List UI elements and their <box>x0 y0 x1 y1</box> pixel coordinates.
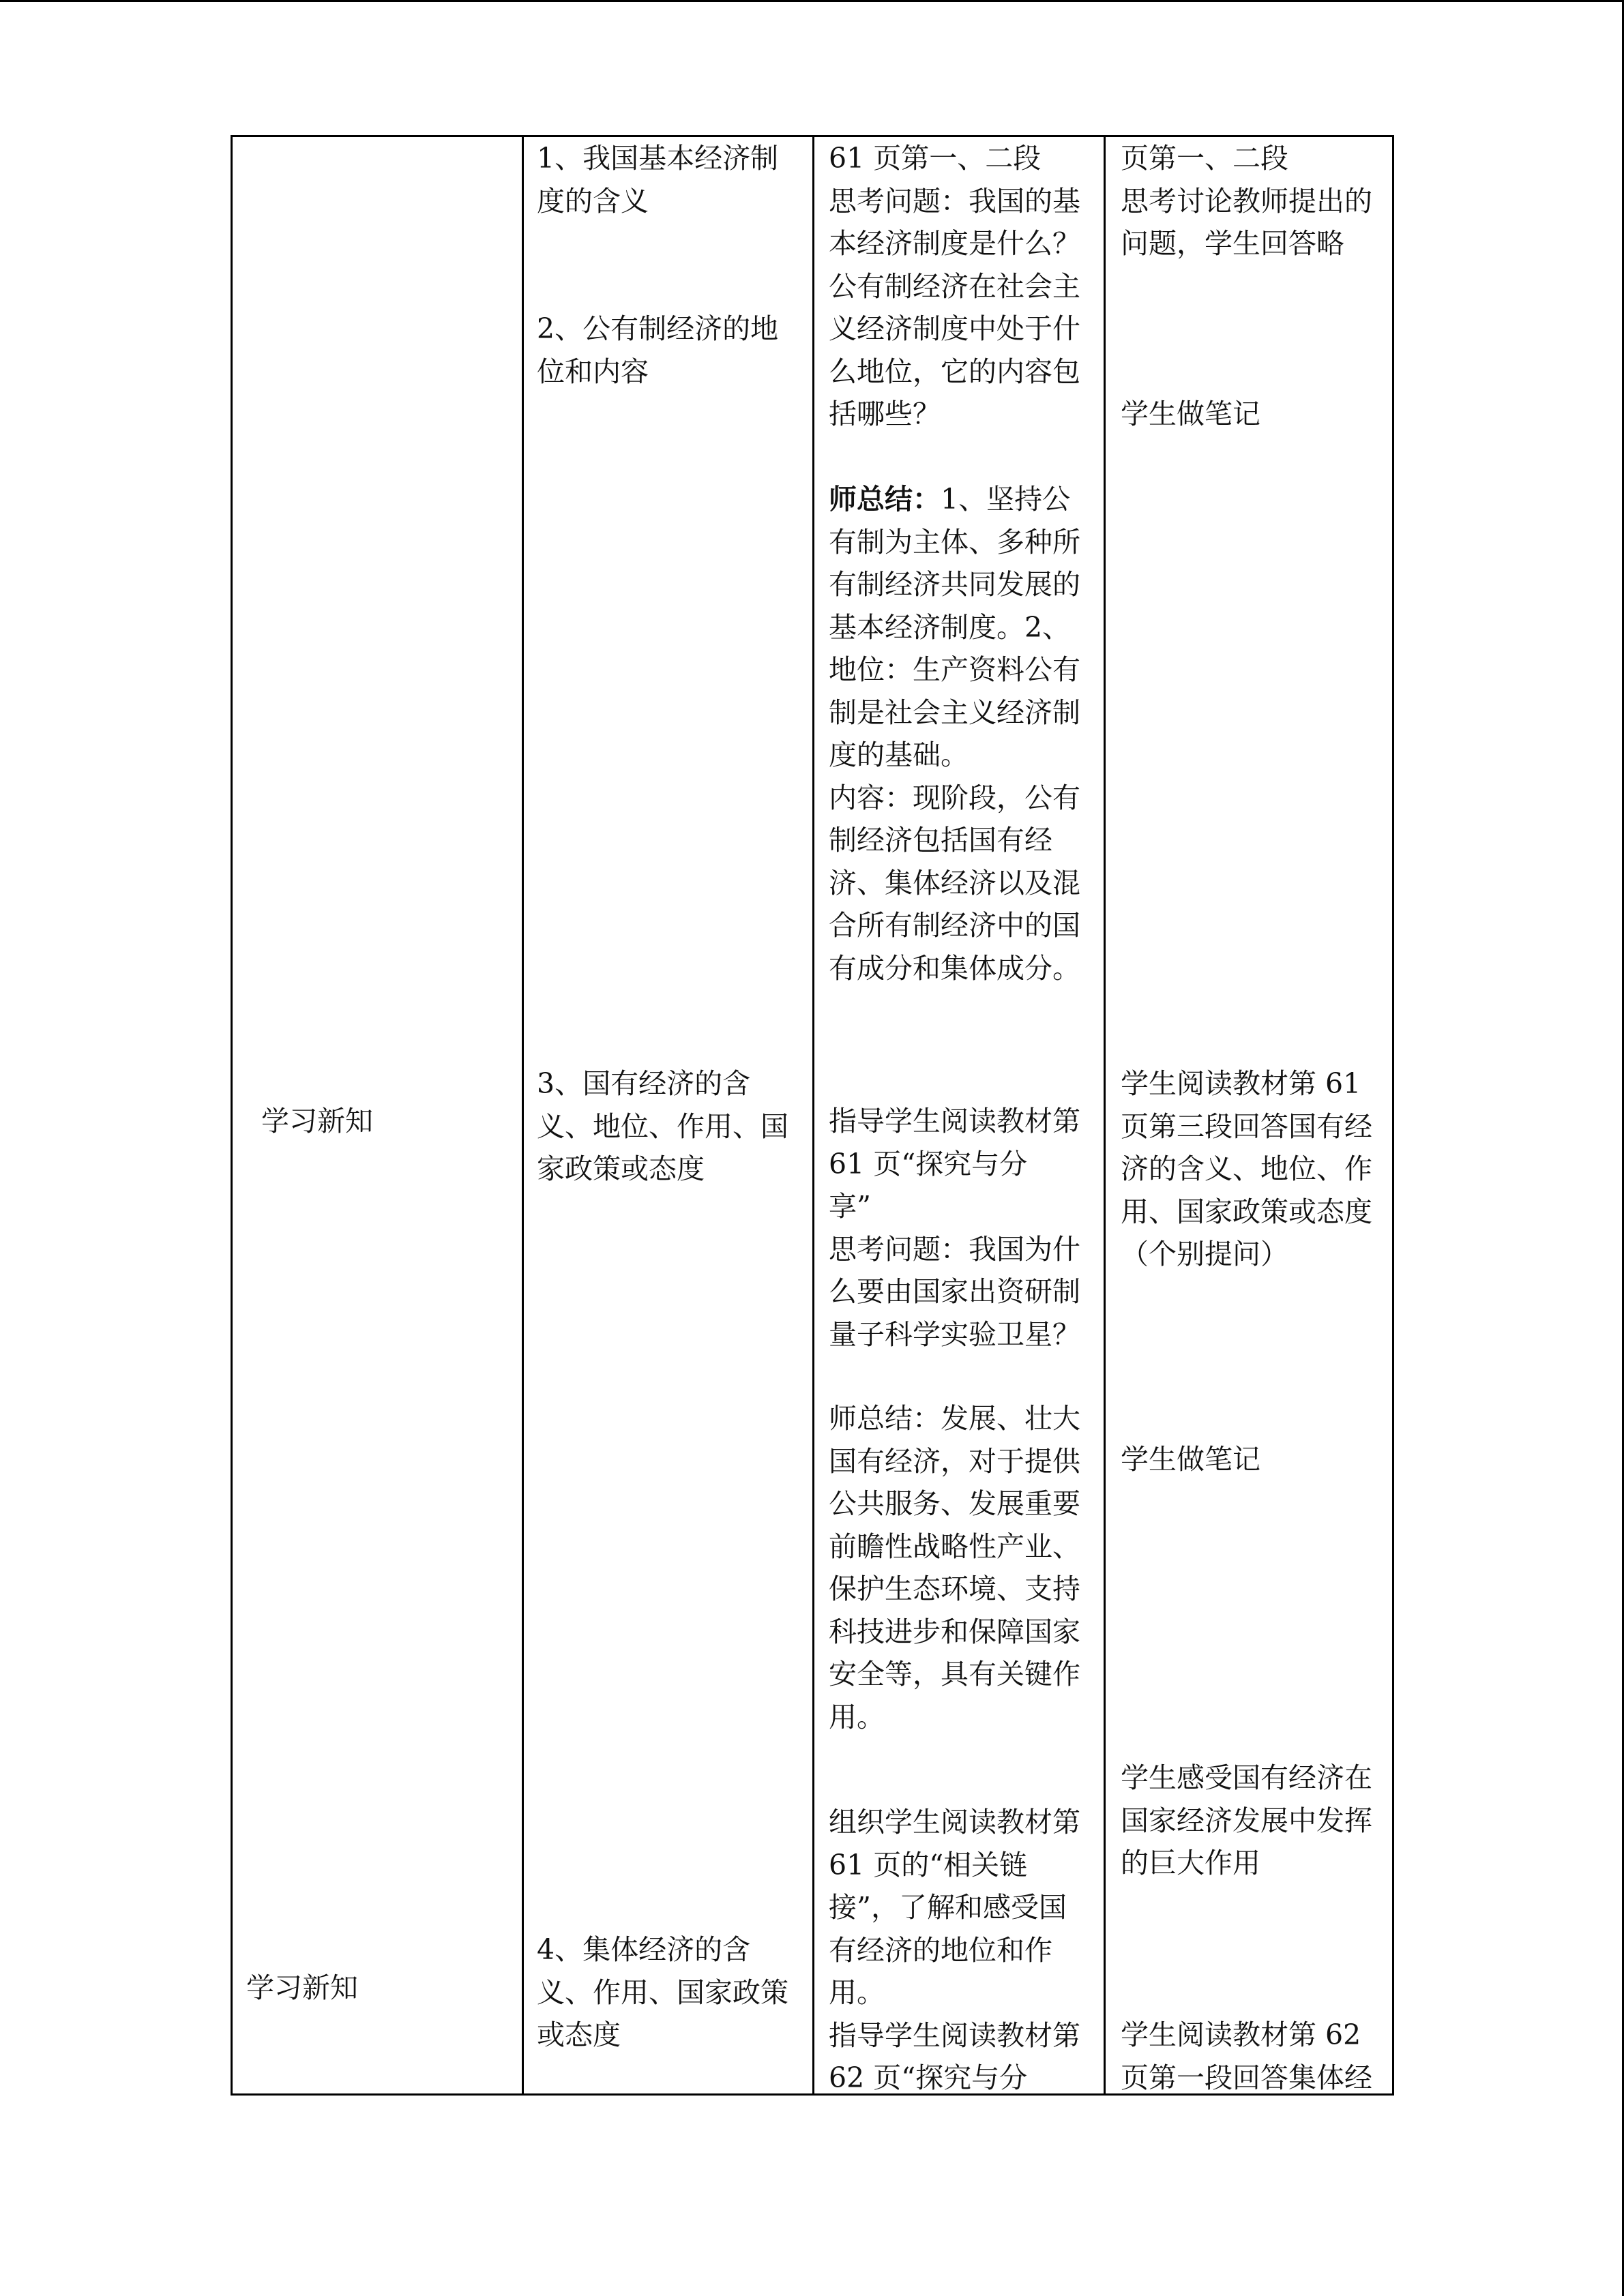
teacher-summary-1: 师总结：1、坚持公 有制为主体、多种所 有制经济共同发展的 基本经济制度。2、 地位：生产资料公有 制是社会主义经济制 度的基础。 内容：现阶段，公有 制经济包括国有经 济、集体经济以及混 合所有制经济中的国 有成分和集体成分。 <box>829 483 1080 985</box>
stage-label: 学习新知 <box>261 1105 373 1137</box>
teacher-block-4: 组织学生阅读教材第 61 页的“相关链 接”，了解和感受国 有经济的地位和作 用。 指导学生阅读教材第 62 页“探究与分 <box>829 1806 1080 2094</box>
content-item-1: 1、我国基本经济制 度的含义 <box>537 142 779 218</box>
content-item-3: 3、国有经济的含 义、地位、作用、国 家政策或态度 <box>537 1067 788 1185</box>
student-block-4: 学生做笔记 <box>1121 1443 1260 1476</box>
student-block-1: 页第一、二段 思考讨论教师提出的 问题，学生回答略 <box>1121 142 1372 260</box>
column-divider-1 <box>522 137 524 2093</box>
student-block-3: 学生阅读教材第 61 页第三段回答国有经 济的含义、地位、作 用、国家政策或态度 （个别提问） <box>1121 1067 1372 1270</box>
content-item-2: 2、公有制经济的地 位和内容 <box>537 312 779 388</box>
column-divider-2 <box>812 137 814 2093</box>
teacher-summary-2: 师总结：发展、壮大 国有经济，对于提供 公共服务、发展重要 前瞻性战略性产业、 保护生态环境、支持 科技进步和保障国家 安全等，具有关键作 用。 <box>829 1402 1080 1733</box>
student-block-6: 学生阅读教材第 62 页第一段回答集体经 <box>1121 2018 1372 2094</box>
student-block-2: 学生做笔记 <box>1121 398 1260 430</box>
teacher-block-2: 指导学生阅读教材第 61 页“探究与分 享” 思考问题：我国为什 么要由国家出资研制 量子科学实验卫星？ <box>829 1105 1080 1351</box>
stage-label: 学习新知 <box>246 1971 358 2004</box>
teacher-block-1: 61 页第一、二段 思考问题：我国的基 本经济制度是什么？ 公有制经济在社会主 义经济制度中处于什 么地位，它的内容包 括哪些？ <box>829 142 1080 430</box>
summary-label: 师总结： <box>829 483 941 516</box>
content-item-4: 4、集体经济的含 义、作用、国家政策 或态度 <box>537 1933 788 2051</box>
page-top-border <box>0 0 1624 2</box>
lesson-plan-table <box>231 135 1394 2096</box>
column-divider-3 <box>1104 137 1106 2093</box>
student-block-5: 学生感受国有经济在 国家经济发展中发挥 的巨大作用 <box>1121 1761 1372 1879</box>
